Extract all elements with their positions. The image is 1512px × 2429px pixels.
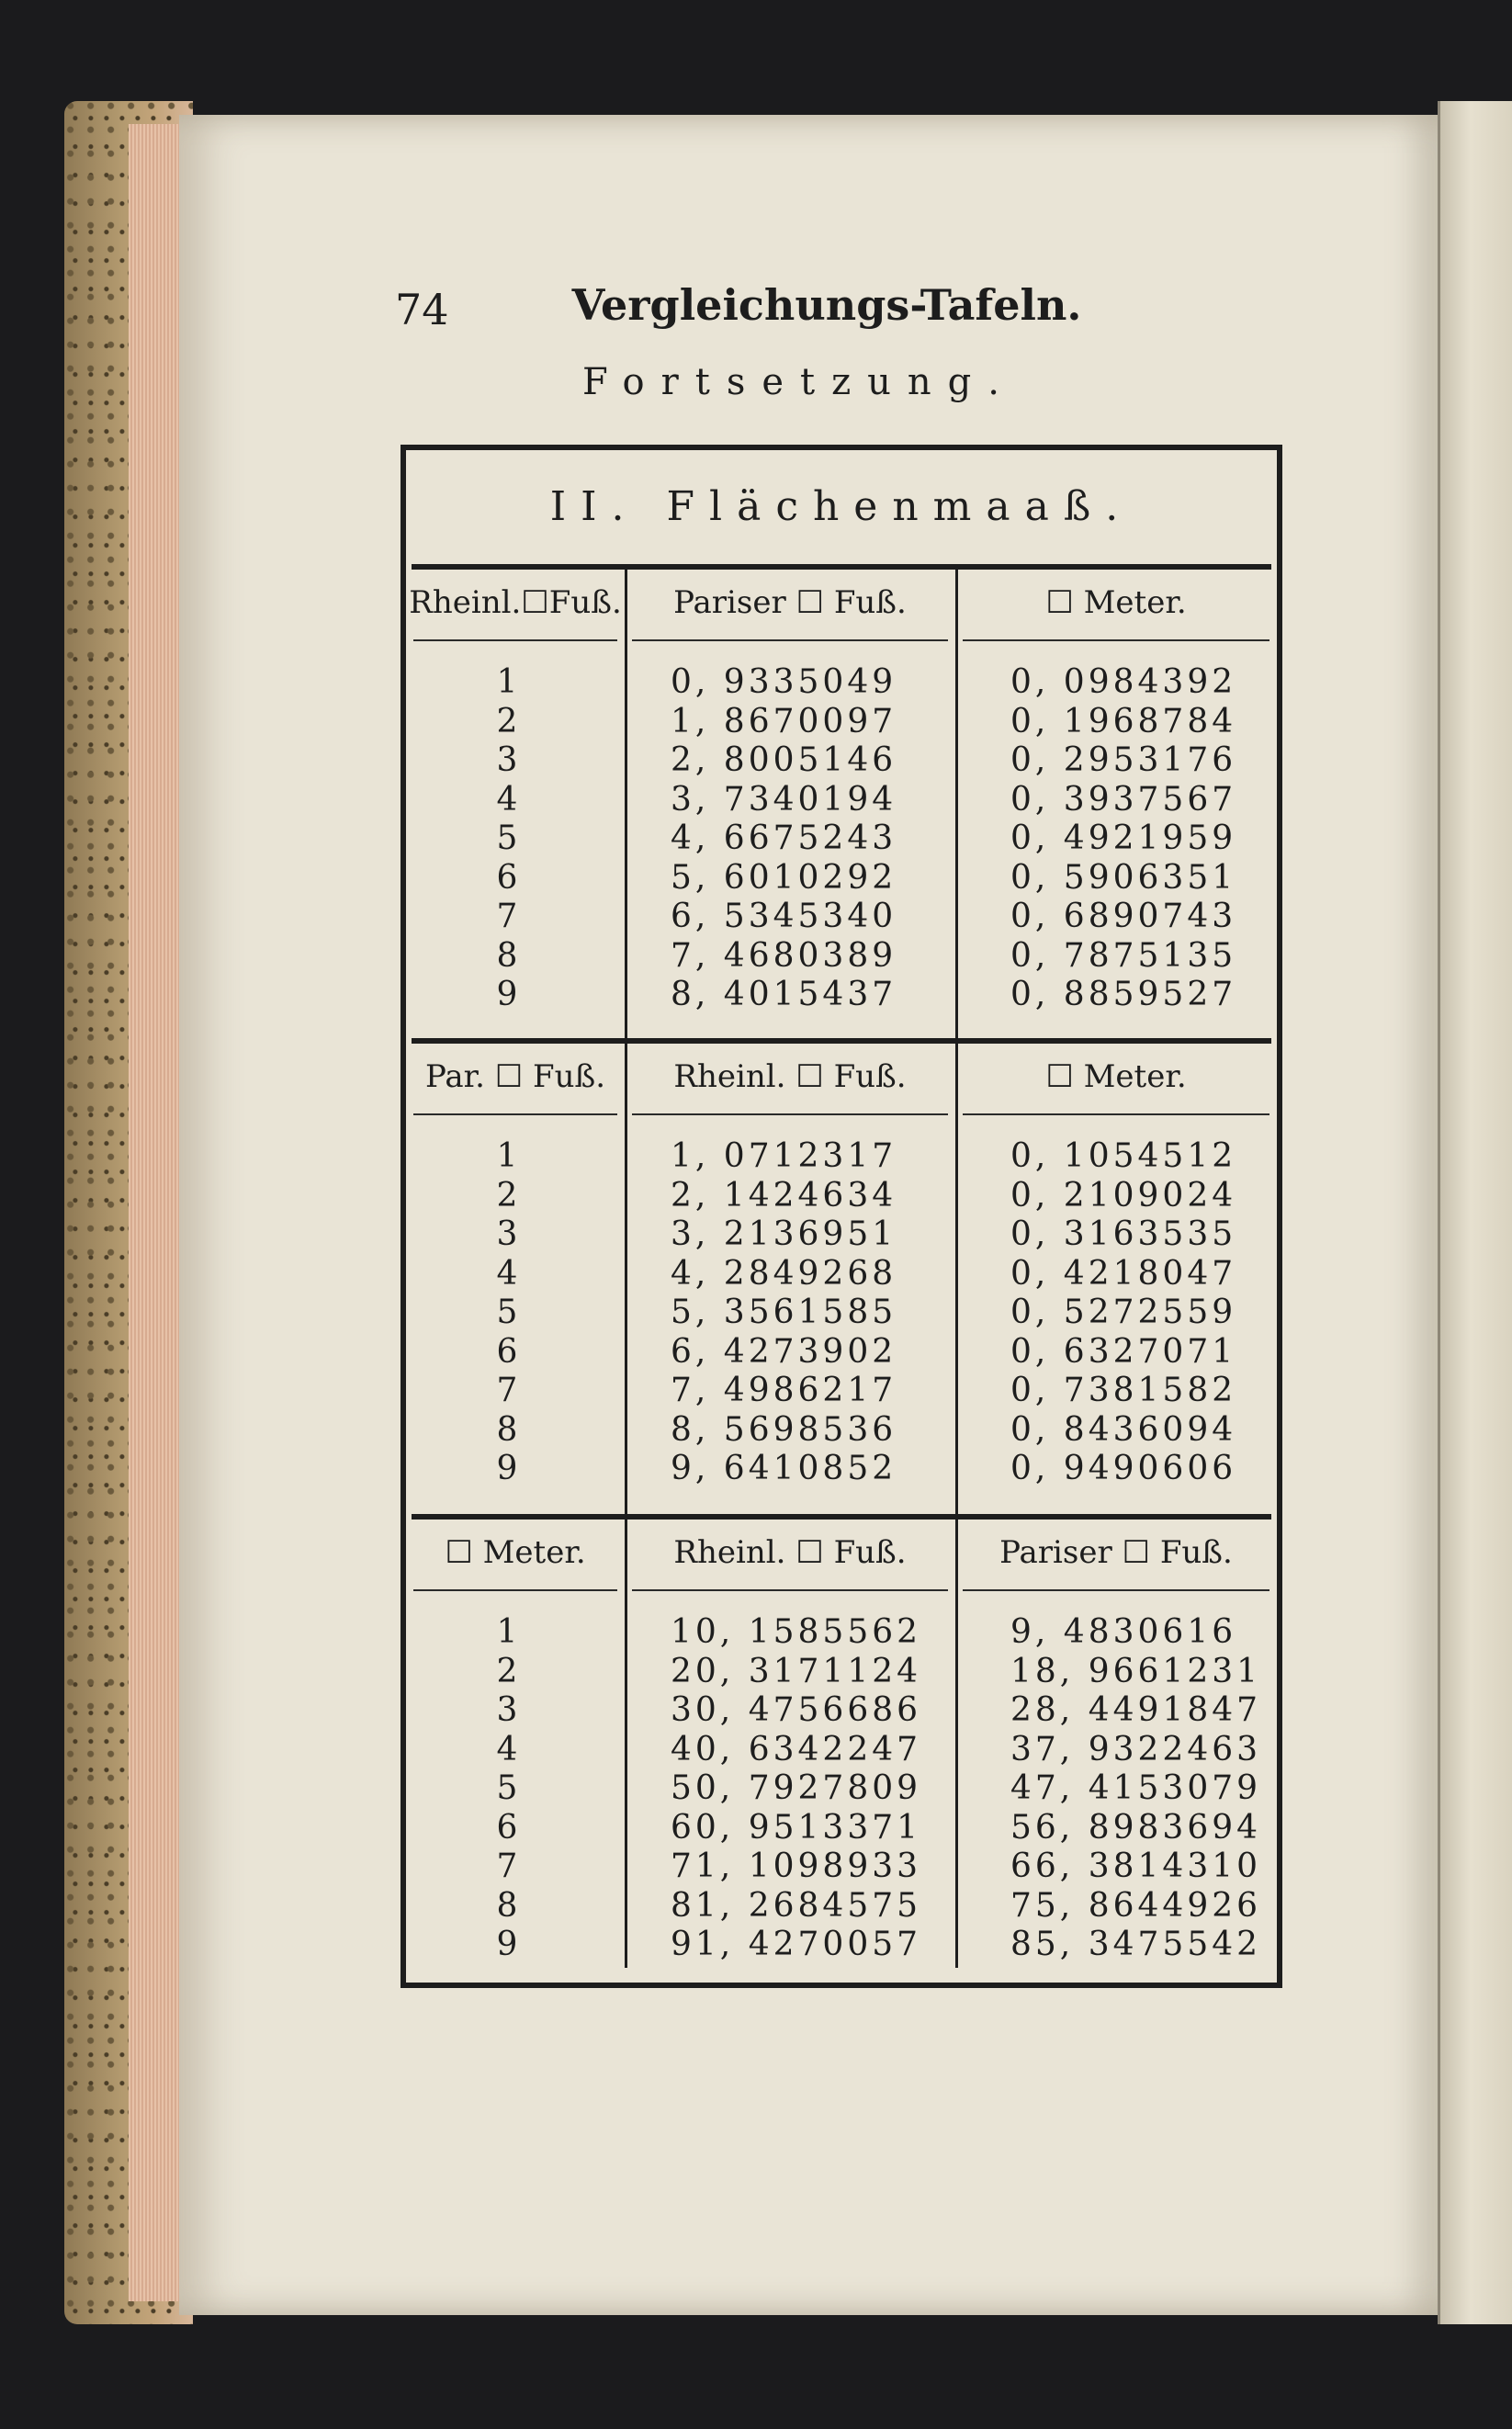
column-divider	[955, 1044, 958, 1514]
table-cell-value: 3, 7340194	[671, 780, 897, 819]
column-divider	[955, 1520, 958, 1968]
table-cell-value: 47, 4153079	[1010, 1769, 1262, 1807]
section-rule	[412, 1038, 1271, 1044]
table-cell-value: 1, 8670097	[671, 702, 897, 740]
header-underline	[963, 1589, 1269, 1591]
table-cell-value: 8, 5698536	[671, 1410, 897, 1449]
header-underline	[413, 1589, 617, 1591]
table-cell-value: 3, 2136951	[671, 1215, 897, 1253]
table-cell-value: 0, 9335049	[671, 663, 897, 701]
section-rule	[412, 564, 1271, 570]
header-underline	[963, 639, 1269, 641]
row-number: 9	[496, 976, 518, 1013]
column-header: Pariser ☐ Fuß.	[999, 1534, 1233, 1571]
row-number: 9	[496, 1926, 518, 1963]
row-number: 6	[496, 858, 518, 897]
table-cell-value: 0, 4218047	[1010, 1254, 1237, 1293]
table-cell-value: 0, 6327071	[1010, 1332, 1237, 1371]
row-number: 2	[496, 1652, 518, 1690]
table-cell-value: 0, 0984392	[1010, 663, 1237, 701]
row-number: 3	[496, 1691, 518, 1729]
column-divider	[955, 570, 958, 1038]
table-cell-value: 66, 3814310	[1010, 1847, 1262, 1885]
column-header: ☐ Meter.	[1045, 584, 1187, 621]
table-cell-value: 9, 6410852	[671, 1450, 897, 1487]
column-header: Par. ☐ Fuß.	[424, 1058, 606, 1095]
column-header: ☐ Meter.	[1045, 1058, 1187, 1095]
table-cell-value: 0, 1054512	[1010, 1137, 1237, 1175]
table-cell-value: 28, 4491847	[1010, 1691, 1262, 1729]
table-cell-value: 0, 5906351	[1010, 858, 1237, 897]
table-cell-value: 4, 6675243	[671, 819, 897, 857]
row-number: 9	[496, 1450, 518, 1487]
table-cell-value: 81, 2684575	[671, 1886, 922, 1925]
table-cell-value: 0, 2109024	[1010, 1176, 1237, 1214]
header-underline	[632, 1113, 948, 1115]
row-number: 1	[496, 1137, 518, 1175]
row-number: 6	[496, 1332, 518, 1371]
header-underline	[963, 1113, 1269, 1115]
conversion-table	[401, 445, 1282, 1988]
table-cell-value: 0, 5272559	[1010, 1294, 1237, 1331]
header-underline	[413, 639, 617, 641]
column-header: Rheinl. ☐ Fuß.	[673, 1534, 907, 1571]
table-cell-value: 0, 6890743	[1010, 898, 1237, 935]
column-divider	[625, 1520, 627, 1968]
row-number: 8	[496, 1410, 518, 1449]
running-title: Vergleichungs-Tafeln.	[571, 280, 1082, 330]
table-cell-value: 9, 4830616	[1010, 1613, 1237, 1651]
table-cell-value: 1, 0712317	[671, 1137, 897, 1175]
page-number: 74	[395, 285, 449, 334]
row-number: 2	[496, 1176, 518, 1214]
row-number: 5	[496, 1294, 518, 1331]
table-cell-value: 0, 1968784	[1010, 702, 1237, 740]
table-cell-value: 2, 8005146	[671, 741, 897, 779]
section-rule	[412, 1514, 1271, 1520]
table-cell-value: 10, 1585562	[671, 1613, 922, 1651]
table-cell-value: 7, 4680389	[671, 936, 897, 975]
facing-page-edge	[1438, 101, 1512, 2324]
table-cell-value: 7, 4986217	[671, 1372, 897, 1409]
row-number: 4	[496, 1254, 518, 1293]
table-cell-value: 0, 4921959	[1010, 819, 1237, 857]
row-number: 4	[496, 1730, 518, 1768]
row-number: 7	[496, 1372, 518, 1409]
row-number: 7	[496, 898, 518, 935]
table-cell-value: 0, 7875135	[1010, 936, 1237, 975]
table-cell-value: 0, 8436094	[1010, 1410, 1237, 1449]
table-cell-value: 6, 5345340	[671, 898, 897, 935]
row-number: 4	[496, 780, 518, 819]
table-cell-value: 5, 3561585	[671, 1294, 897, 1331]
table-cell-value: 56, 8983694	[1010, 1808, 1262, 1847]
row-number: 2	[496, 702, 518, 740]
table-cell-value: 20, 3171124	[671, 1652, 922, 1690]
row-number: 5	[496, 1769, 518, 1807]
row-number: 8	[496, 1886, 518, 1925]
row-number: 8	[496, 936, 518, 975]
table-cell-value: 37, 9322463	[1010, 1730, 1262, 1768]
table-cell-value: 0, 2953176	[1010, 741, 1237, 779]
row-number: 3	[496, 741, 518, 779]
column-header: Rheinl. ☐ Fuß.	[673, 1058, 907, 1095]
table-cell-value: 6, 4273902	[671, 1332, 897, 1371]
table-cell-value: 0, 3937567	[1010, 780, 1237, 819]
table-cell-value: 60, 9513371	[671, 1808, 922, 1847]
header-underline	[632, 639, 948, 641]
table-cell-value: 0, 3163535	[1010, 1215, 1237, 1253]
column-divider	[625, 570, 627, 1038]
column-header: Rheinl.☐Fuß.	[409, 584, 622, 621]
column-header: ☐ Meter.	[445, 1534, 586, 1571]
table-cell-value: 8, 4015437	[671, 976, 897, 1013]
row-number: 7	[496, 1847, 518, 1885]
table-cell-value: 30, 4756686	[671, 1691, 922, 1729]
table-cell-value: 5, 6010292	[671, 858, 897, 897]
row-number: 5	[496, 819, 518, 857]
table-cell-value: 71, 1098933	[671, 1847, 922, 1885]
table-cell-value: 0, 7381582	[1010, 1372, 1237, 1409]
table-cell-value: 0, 9490606	[1010, 1450, 1237, 1487]
subtitle: Fortsetzung.	[581, 361, 1017, 403]
table-cell-value: 40, 6342247	[671, 1730, 922, 1768]
table-cell-value: 0, 8859527	[1010, 976, 1237, 1013]
table-cell-value: 75, 8644926	[1010, 1886, 1262, 1925]
table-title: II. Flächenmaaß.	[549, 483, 1134, 530]
table-cell-value: 4, 2849268	[671, 1254, 897, 1293]
table-cell-value: 85, 3475542	[1010, 1926, 1262, 1963]
row-number: 3	[496, 1215, 518, 1253]
row-number: 6	[496, 1808, 518, 1847]
table-cell-value: 2, 1424634	[671, 1176, 897, 1214]
table-cell-value: 18, 9661231	[1010, 1652, 1262, 1690]
column-header: Pariser ☐ Fuß.	[673, 584, 907, 621]
column-divider	[625, 1044, 627, 1514]
row-number: 1	[496, 1613, 518, 1651]
row-number: 1	[496, 663, 518, 701]
header-underline	[632, 1589, 948, 1591]
table-cell-value: 91, 4270057	[671, 1926, 922, 1963]
header-underline	[413, 1113, 617, 1115]
table-cell-value: 50, 7927809	[671, 1769, 922, 1807]
